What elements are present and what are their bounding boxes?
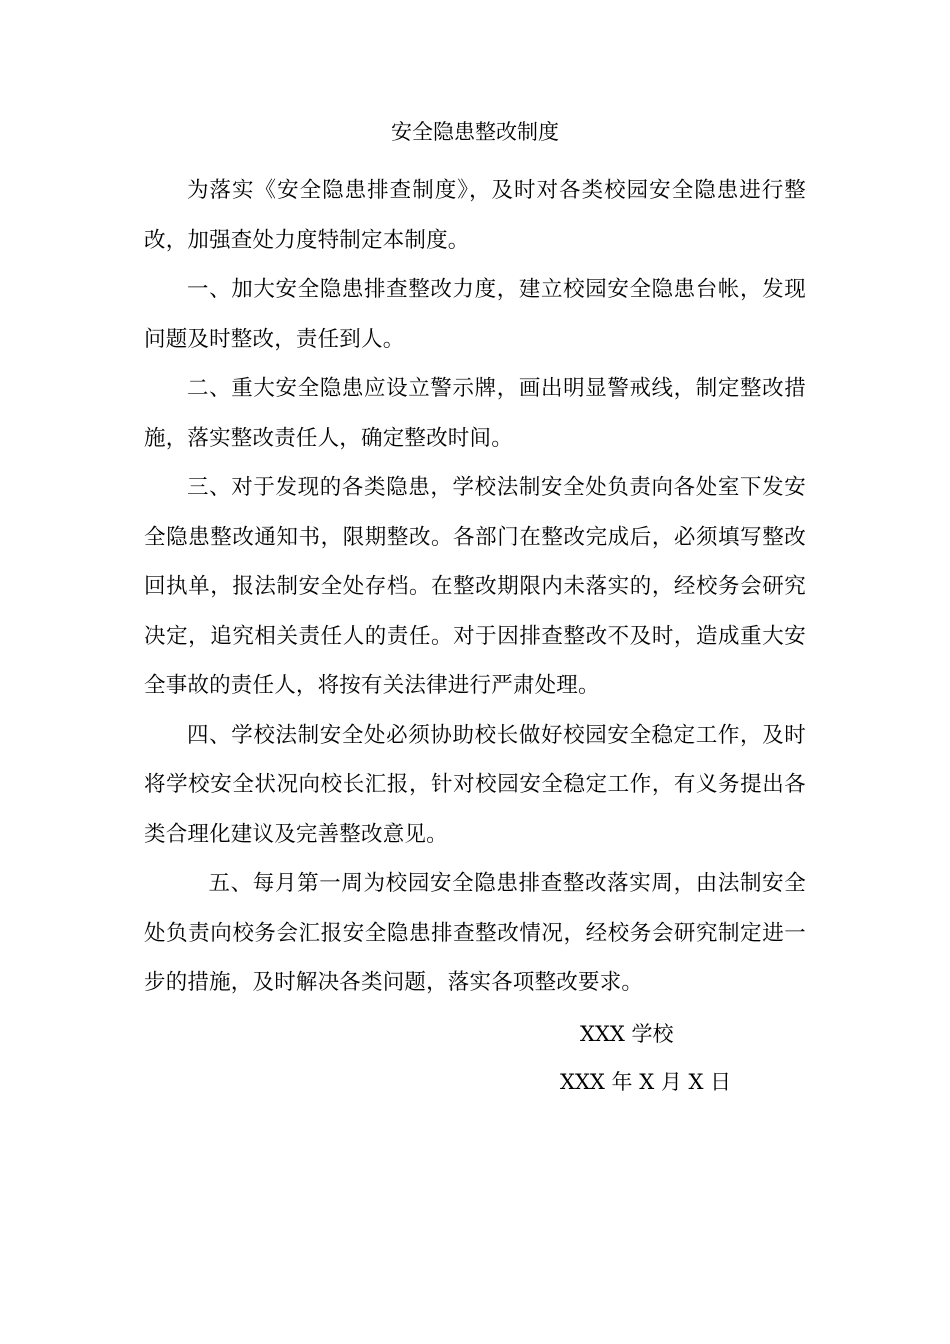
document-title: 安全隐患整改制度	[391, 120, 559, 144]
paragraph-intro: 为落实《安全隐患排查制度》，及时对各类校园安全隐患进行整改，加强查处力度特制定本制度。	[144, 178, 806, 253]
signature-block	[560, 1012, 800, 1104]
document-body	[144, 166, 806, 1008]
paragraph-item-3: 三、对于发现的各类隐患，学校法制安全处负责向各处室下发安全隐患整改通知书，限期整改。各部门在整改完成后，必须填写整改回执单，报法制安全处存档。在整改期限内未落实的，经校务会研究决定，追究相关责任人的责任。对于因排查整改不及时，造成重大安全事故的责任人，将按有关法律进行严肃处理。	[144, 475, 806, 698]
paragraph-item-5: 五、每月第一周为校园安全隐患排查整改落实周，由法制安全处负责向校务会汇报安全隐患排查整改情况，经校务会研究制定进一步的措施，及时解决各类问题，落实各项整改要求。	[144, 871, 806, 995]
signature-date: XXX 年 X 月 X 日	[560, 1070, 732, 1094]
signature-school: XXX 学校	[580, 1022, 674, 1046]
paragraph-item-2: 二、重大安全隐患应设立警示牌，画出明显警戒线，制定整改措施，落实整改责任人，确定整改时间。	[144, 376, 806, 451]
paragraph-item-1: 一、加大安全隐患排查整改力度，建立校园安全隐患台帐，发现问题及时整改，责任到人。	[144, 277, 806, 352]
paragraph-item-4: 四、学校法制安全处必须协助校长做好校园安全稳定工作，及时将学校安全状况向校长汇报，针对校园安全稳定工作，有义务提出各类合理化建议及完善整改意见。	[144, 722, 806, 847]
